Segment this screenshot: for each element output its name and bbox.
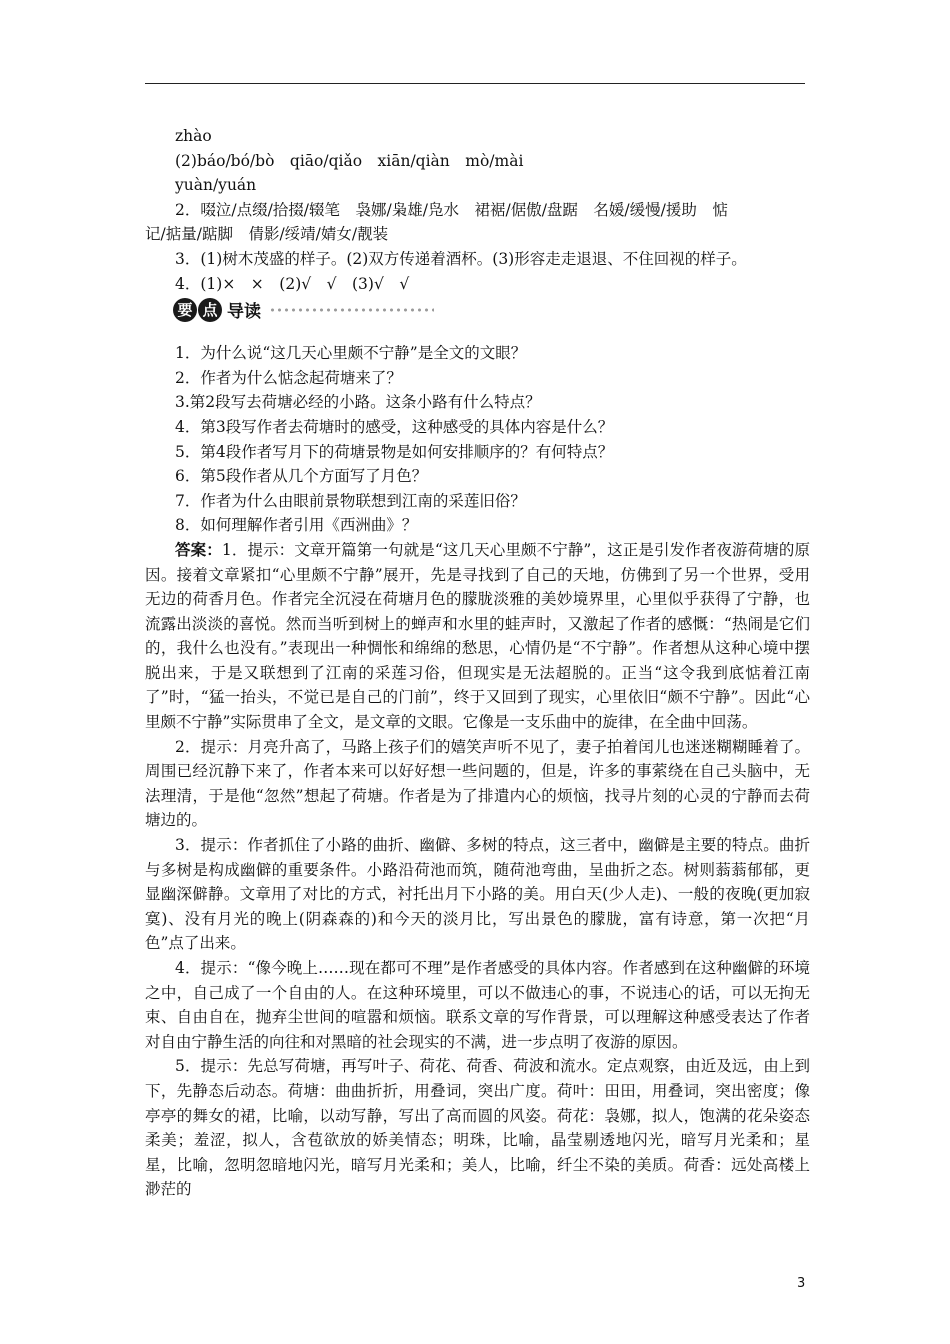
heading-circle-1: 要 [173, 298, 197, 322]
answer-label: 答案： [175, 539, 222, 559]
answer-paragraph-3 [145, 833, 810, 956]
page-number: 3 [797, 1276, 806, 1291]
answer-paragraph-4 [145, 956, 810, 1054]
answer-text: 1．提示：文章开篇第一句就是“这几天心里颇不宁静”，这正是引发作者夜游荷塘的原因。接着文章紧扣“心里颇不宁静”展开，先是寻找到了自己的天地，仿佛到了另一个世界，受用无边的荷香月色。作者完全沉浸在荷塘月色的朦胧淡雅的美妙境界里，心里似乎获得了宁静，也流露出淡淡的喜悦。然而当听到树上的蝉声和水里的蛙声时，又激起了作者的感慨：“热闹是它们的，我什么也没有。”表现出一种惆怅和绵绵的愁思，心情仍是“不宁静”。作者想从这种心境中摆脱出来，于是又联想到了江南的采莲习俗，但现实是无法超脱的。正当“这令我到底惦着江南了”时，“猛一抬头，不觉已是自己的门前”，终于又回到了现实，心里依旧“颇不宁静”。因此“心里颇不宁静”实际贯串了全文，是文章的文眼。它像是一支乐曲中的旋律，在全曲中回荡。 [145, 540, 810, 732]
question-item: 3.第2段写去荷塘必经的小路。这条小路有什么特点？ [175, 393, 541, 412]
answer-text: 2．提示：月亮升高了，马路上孩子们的嬉笑声听不见了，妻子拍着闰儿也迷迷糊糊睡着了。周围已经沉静下来了，作者本来可以好好想一些问题的，但是，许多的事萦绕在自己头脑中，无法理清，于是他“忽然”想起了荷塘。作者是为了排遣内心的烦恼，找寻片刻的心灵的宁静而去荷塘边的。 [145, 737, 810, 830]
answer-2-line: 2．啜泣/点缀/拾掇/辍笔 袅娜/枭雄/凫水 裙裾/倨傲/盘踞 名媛/缓慢/援助 惦 [175, 200, 728, 219]
answer-paragraph-1 [145, 538, 810, 735]
pinyin-line: (2)báo/bó/bò qiāo/qiǎo xiān/qiàn mò/mài [175, 151, 524, 170]
answer-paragraph-5 [145, 1054, 810, 1202]
answer-text: 4．提示：“像今晚上……现在都可不理”是作者感受的具体内容。作者感到在这种幽僻的环境之中，自己成了一个自由的人。在这种环境里，可以不做违心的事，不说违心的话，可以无拘无束、自由自在，抛弃尘世间的喧嚣和烦恼。联系文章的写作背景，可以理解这种感受表达了作者对自由宁静生活的向往和对黑暗的社会现实的不满，进一步点明了夜游的原因。 [145, 959, 810, 1051]
answer-text: 3．提示：作者抓住了小路的曲折、幽僻、多树的特点，这三者中，幽僻是主要的特点。曲折与多树是构成幽僻的重要条件。小路沿荷池而筑，随荷池弯曲，呈曲折之态。树则蓊蓊郁郁，更显幽深僻静。文章用了对比的方式，衬托出月下小路的美。用白天(少人走)、一般的夜晚(更加寂寞)、没有月光的晚上(阴森森的)和今天的淡月比，写出景色的朦胧，富有诗意，第一次把“月色”点了出来。 [145, 836, 810, 953]
question-item: 6．第5段作者从几个方面写了月色？ [175, 467, 428, 486]
header-rule [145, 83, 805, 84]
question-item: 5．第4段作者写月下的荷塘景物是如何安排顺序的？有何特点？ [175, 442, 614, 461]
answer-text: 5．提示：先总写荷塘，再写叶子、荷花、荷香、荷波和流水。定点观察，由近及远，由上到下，先静态后动态。荷塘：曲曲折折，用叠词，突出广度。荷叶：田田，用叠词，突出密度；像亭亭的舞女的裙，比喻，以动写静，写出了高而圆的风姿。荷花：袅娜，拟人，饱满的花朵姿态柔美；羞涩，拟人，含苞欲放的娇美情态；明珠，比喻，晶莹剔透地闪光，暗写月光柔和；星星，比喻，忽明忽暗地闪光，暗写月光柔和；美人，比喻，纤尘不染的美质。荷香：远处高楼上渺茫的 [145, 1057, 810, 1199]
heading-dots-decoration [269, 307, 434, 313]
question-item: 4．第3段写作者去荷塘时的感受，这种感受的具体内容是什么？ [175, 417, 614, 436]
pinyin-line: zhào [175, 127, 212, 145]
pinyin-line: yuàn/yuán [175, 176, 257, 195]
heading-circle-2: 点 [198, 298, 222, 322]
heading-text: 导读 [227, 302, 261, 323]
answer-3-line: 3．(1)树木茂盛的样子。(2)双方传递着酒杯。(3)形容走走退退、不住回视的样子。 [175, 249, 747, 268]
section-heading [173, 296, 810, 323]
question-item: 7．作者为什么由眼前景物联想到江南的采莲旧俗？ [175, 491, 526, 510]
question-item: 1．为什么说“这几天心里颇不宁静”是全文的文眼？ [175, 344, 527, 363]
page-content [145, 124, 810, 1202]
answer-2-line: 记/掂量/踮脚 倩影/绥靖/婧女/靓装 [145, 225, 389, 244]
answer-4-line: 4．(1)× × (2)√ √ (3)√ √ [175, 274, 410, 293]
question-item: 8．如何理解作者引用《西洲曲》？ [175, 516, 418, 535]
answer-paragraph-2 [145, 735, 810, 833]
question-item: 2．作者为什么惦念起荷塘来了？ [175, 368, 402, 387]
